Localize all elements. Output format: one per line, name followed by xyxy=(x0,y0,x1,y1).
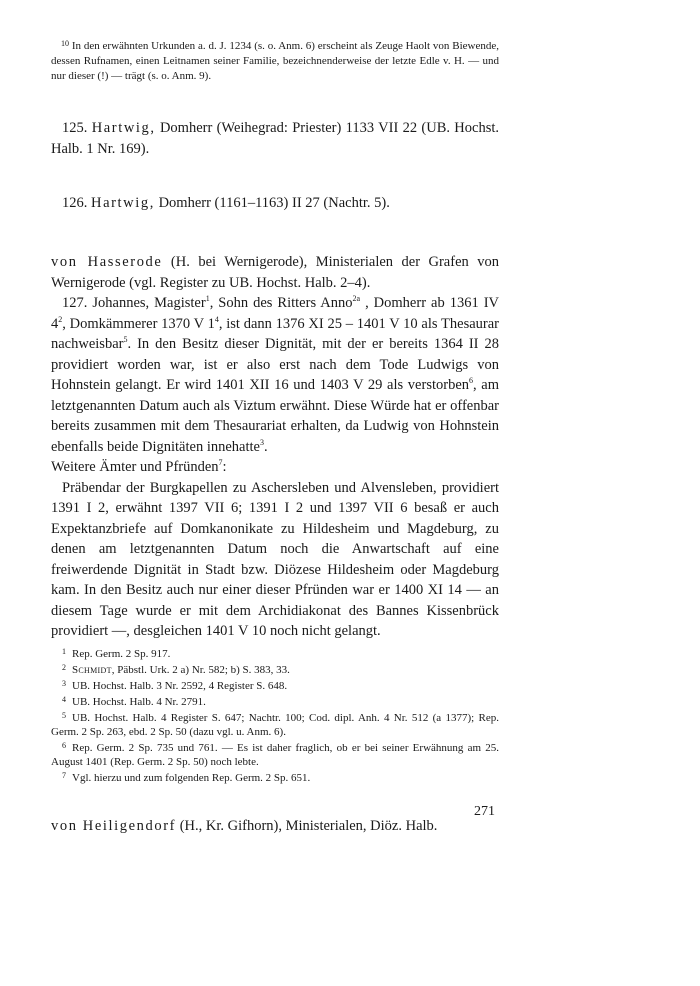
family-heading-hasserode xyxy=(51,252,499,293)
footnote-ref: 2a xyxy=(352,294,361,303)
family-name: von Hasserode xyxy=(51,254,163,270)
entry-text: Domherr (1161–1163) II 27 (Nachtr. 5). xyxy=(158,195,390,211)
footnote-1: 1 Rep. Germ. 2 Sp. 917. xyxy=(62,646,171,660)
paragraph-praebendar: Präbendar der Burgkapellen zu Aschersleben und Alvensleben, providiert 1391 I 2, erwähnt 1397 VII 6; 1391 I 2 und 1397 VII 6 besaß er auch Expektanzbriefe auf Domkanonikate zu Hildesheim und Magdeburg, zu denen am letztgenannten Datum noch die Anwartschaft auf eine freiwerdende Dignität in Stadt bzw. Diözese Hildesheim oder Magdeburg kam. In den Besitz auch nur einer dieser Pfründen war er 1400 XI 14 — an diesem Tage wurde er mit dem Archidiakonat des Bannes Kissenbrück providiert —, desgleichen 1401 V 10 noch nicht gelangt. xyxy=(51,479,499,639)
footnote-6: 6 Rep. Germ. 2 Sp. 735 und 761. — Es ist daher fraglich, ob er bei seiner Erwähnung am 25. August 1401 (Rep. Germ. 2 Sp. 50) noch lebte. xyxy=(51,740,499,768)
footnote-ref: 5 xyxy=(123,335,128,344)
family-name: von Heiligendorf xyxy=(51,817,177,834)
page-number: 271 xyxy=(474,804,495,819)
footnote-text: In den erwähnten Urkunden a. d. J. 1234 (s. o. Anm. 6) erscheint als Zeuge Haolt von Biewende, dessen Rufnamen, einen Leitnamen seiner Familie, bezeichnenderweise der letzte Edle v. H. — und nur dieser (!) — trägt (s. o. Anm. 9). xyxy=(51,40,499,82)
footnote-ref: 7 xyxy=(218,458,223,467)
family-heading-heiligendorf xyxy=(51,816,499,837)
footnote-5: 5 UB. Hochst. Halb. 4 Register S. 647; Nachtr. 100; Cod. dipl. Anh. 4 Nr. 512 (a 1377); Rep. Germ. 2 Sp. 263, ebd. 2 Sp. 50 (dazu vgl. u. Anm. 6). xyxy=(51,710,499,738)
footnote-ref: 2 xyxy=(58,314,63,324)
entry-125 xyxy=(51,118,499,160)
entry-name: Hartwig, xyxy=(91,120,156,136)
entry-name: Hartwig, xyxy=(91,195,155,211)
footnote-4: 4 UB. Hochst. Halb. 4 Nr. 2791. xyxy=(62,694,206,708)
entry-127: 127. Johannes, Magister$^1$, Sohn des Ritters Anno$^{2a}$ , Domherr ab 1361 IV $4^2$, Domkämmerer 1370 V $1^4$, ist dann 1376 XI 25 – 1401 V 10 als Thesaurar nachweisbar$^5$. In den Besitz dieser Dignität, mit der er bereits 1364 II 28 providiert worden war, ist er also erst nach dem Tode Ludwigs von Hohnstein gelangt. Er wird 1401 XII 16 und 1403 V 29 als verstorben$^6$, am letztgenannten Datum auch als Viztum erwähnt. Diese Würde hat er offenbar bereits zusammen mit dem Thesaurariat erhalten, da Ludwig von Hohnstein ebenfalls beide Dignitäten innehatte$^3$. xyxy=(51,294,499,455)
family-text: (H., Kr. Gifhorn), Ministerialen, Diöz. Halb. xyxy=(179,817,438,834)
footnote-7: 7 Vgl. hierzu und zum folgenden Rep. Germ. 2 Sp. 651. xyxy=(62,770,311,784)
entry-number: 125. xyxy=(62,120,88,136)
entry-126 xyxy=(51,193,499,214)
footnote-ref: 3 xyxy=(259,437,264,447)
footnote-number: 10 xyxy=(61,39,69,48)
footnote-2: 2 Schmidt, Päbstl. Urk. 2 a) Nr. 582; b) S. 383, 33. xyxy=(62,662,290,676)
footnote-3: 3 UB. Hochst. Halb. 3 Nr. 2592, 4 Register S. 648. xyxy=(62,678,288,692)
entry-number: 126. xyxy=(62,195,88,211)
entry-text: Domherr (Weihegrad: Priester) 1133 VII 22 (UB. Hochst. Halb. 1 Nr. 169). xyxy=(51,120,500,157)
footnote-ref: 1 xyxy=(205,294,210,303)
subheading-aemter: Weitere Ämter und Pfründen$^7$: xyxy=(51,458,227,475)
family-text: (H. bei Wernigerode), Ministerialen der Grafen von Wernigerode (vgl. Register zu UB. Hochst. Halb. 2–4). xyxy=(51,254,499,291)
page-content xyxy=(51,36,499,836)
footnote-ref: 4 xyxy=(214,314,219,324)
top-footnote xyxy=(51,36,499,84)
footnote-ref: 6 xyxy=(469,376,474,385)
footnotes xyxy=(51,645,499,785)
